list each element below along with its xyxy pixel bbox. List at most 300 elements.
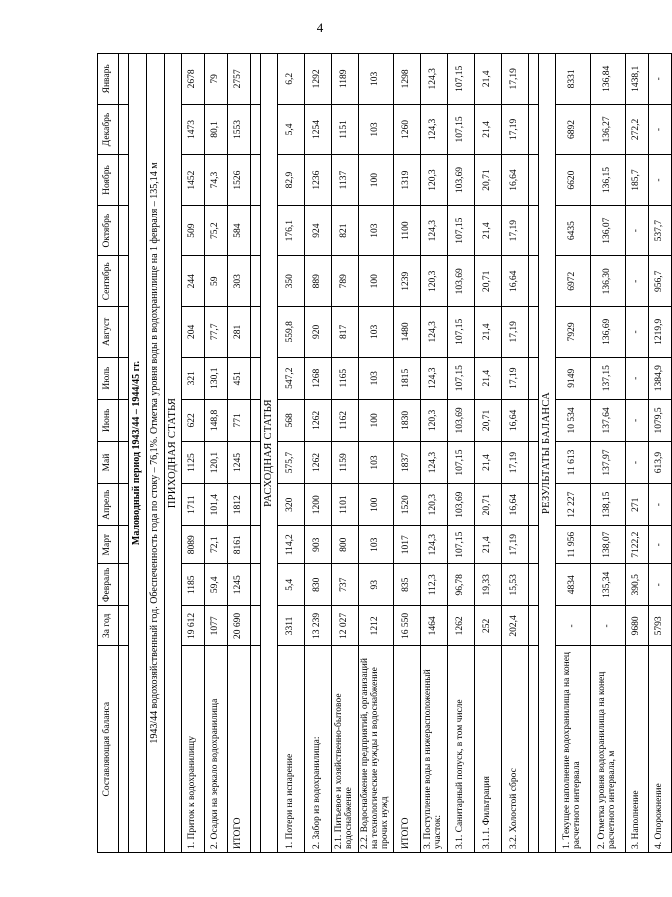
- month-value: 737: [332, 564, 359, 606]
- month-value: -: [626, 441, 649, 483]
- empty-cell: [529, 357, 539, 399]
- month-value: 80,1: [205, 104, 228, 155]
- month-value: 1017: [394, 526, 421, 564]
- row-label: 2. Забор из водохранилища:: [305, 646, 332, 853]
- month-value: -: [626, 205, 649, 256]
- month-value: 107,15: [448, 307, 475, 358]
- month-value: -: [626, 357, 649, 399]
- month-value: 136,07: [591, 205, 626, 256]
- month-value: 130,1: [205, 357, 228, 399]
- empty-cell: [529, 205, 539, 256]
- header-month: Январь: [98, 54, 119, 105]
- table-row: [556, 54, 591, 853]
- month-value: 1262: [305, 399, 332, 441]
- month-value: -: [626, 307, 649, 358]
- empty-cell: [251, 205, 261, 256]
- year-value: 9680: [626, 606, 649, 646]
- month-value: 21,4: [475, 104, 502, 155]
- month-value: 11 956: [556, 526, 591, 564]
- month-value: 835: [394, 564, 421, 606]
- table-row: [421, 54, 448, 853]
- row-label: 1. Приток к водохранилищу: [182, 646, 205, 853]
- month-value: 1079,5: [649, 399, 672, 441]
- month-value: 120,3: [421, 256, 448, 307]
- month-value: 903: [305, 526, 332, 564]
- month-value: 1553: [228, 104, 251, 155]
- month-value: 1165: [332, 357, 359, 399]
- month-value: 1830: [394, 399, 421, 441]
- empty-cell: [119, 484, 129, 526]
- month-value: 321: [182, 357, 205, 399]
- month-value: 103,69: [448, 399, 475, 441]
- row-label: 2.2. Водоснабжение предприятий, организаций на технологические нужды и водоснабжение прочих нужд: [359, 646, 394, 853]
- month-value: 6892: [556, 104, 591, 155]
- month-value: 1245: [228, 564, 251, 606]
- month-value: 15,53: [502, 564, 529, 606]
- income-title: ПРИХОДНАЯ СТАТЬЯ: [165, 54, 182, 853]
- month-value: 1185: [182, 564, 205, 606]
- header-row: [98, 54, 119, 853]
- month-value: 112,3: [421, 564, 448, 606]
- empty-cell: [119, 526, 129, 564]
- row-label: 2. Отметка уровня водохранилища на конец расчетного интервала, м: [591, 646, 626, 853]
- month-value: 9149: [556, 357, 591, 399]
- month-value: 120,3: [421, 155, 448, 206]
- month-value: 17,19: [502, 307, 529, 358]
- empty-cell: [119, 205, 129, 256]
- month-value: 547,2: [278, 357, 305, 399]
- year-note-row: [147, 54, 165, 853]
- table-row: [205, 54, 228, 853]
- header-component: Составляющая баланса: [98, 646, 119, 853]
- empty-cell: [529, 104, 539, 155]
- empty-cell: [119, 54, 129, 105]
- month-value: 124,3: [421, 357, 448, 399]
- month-value: 124,3: [421, 526, 448, 564]
- month-value: -: [626, 399, 649, 441]
- month-value: 8331: [556, 54, 591, 105]
- header-month: Декабрь: [98, 104, 119, 155]
- spacer-row: [529, 54, 539, 853]
- month-value: 59,4: [205, 564, 228, 606]
- water-balance-table: [97, 53, 672, 853]
- month-value: 451: [228, 357, 251, 399]
- expense-title-row: [261, 54, 278, 853]
- month-value: 103: [359, 104, 394, 155]
- month-value: 20,71: [475, 256, 502, 307]
- year-value: 20 690: [228, 606, 251, 646]
- month-value: 800: [332, 526, 359, 564]
- empty-cell: [119, 155, 129, 206]
- month-value: 1254: [305, 104, 332, 155]
- month-value: -: [649, 104, 672, 155]
- empty-cell: [251, 564, 261, 606]
- row-label: 3.2. Холостой сброс: [502, 646, 529, 853]
- year-value: -: [591, 606, 626, 646]
- month-value: 11 613: [556, 441, 591, 483]
- month-value: 107,15: [448, 526, 475, 564]
- month-value: 16,64: [502, 256, 529, 307]
- month-value: 924: [305, 205, 332, 256]
- month-value: 920: [305, 307, 332, 358]
- month-value: 124,3: [421, 307, 448, 358]
- table-row: [626, 54, 649, 853]
- empty-cell: [529, 441, 539, 483]
- month-value: 176,1: [278, 205, 305, 256]
- month-value: 244: [182, 256, 205, 307]
- month-value: 17,19: [502, 205, 529, 256]
- month-value: 1236: [305, 155, 332, 206]
- month-value: 622: [182, 399, 205, 441]
- month-value: 1239: [394, 256, 421, 307]
- year-value: 252: [475, 606, 502, 646]
- month-value: 6972: [556, 256, 591, 307]
- header-year: За год: [98, 606, 119, 646]
- month-value: 1245: [228, 441, 251, 483]
- empty-cell: [529, 307, 539, 358]
- month-value: 7122,2: [626, 526, 649, 564]
- row-label: ИТОГО: [394, 646, 421, 853]
- month-value: 1520: [394, 484, 421, 526]
- month-value: 21,4: [475, 357, 502, 399]
- empty-cell: [119, 104, 129, 155]
- table-row: [475, 54, 502, 853]
- month-value: 103: [359, 526, 394, 564]
- month-value: 5,4: [278, 564, 305, 606]
- month-value: 93: [359, 564, 394, 606]
- month-value: 114,2: [278, 526, 305, 564]
- empty-cell: [251, 526, 261, 564]
- empty-cell: [119, 564, 129, 606]
- empty-cell: [119, 399, 129, 441]
- month-value: 74,3: [205, 155, 228, 206]
- month-value: 281: [228, 307, 251, 358]
- header-month: Май: [98, 441, 119, 483]
- empty-cell: [529, 646, 539, 853]
- month-value: 21,4: [475, 441, 502, 483]
- empty-cell: [251, 484, 261, 526]
- month-value: 21,4: [475, 526, 502, 564]
- header-month: Февраль: [98, 564, 119, 606]
- month-value: -: [649, 54, 672, 105]
- month-value: 1159: [332, 441, 359, 483]
- month-value: 17,19: [502, 104, 529, 155]
- empty-cell: [251, 54, 261, 105]
- table-row: [305, 54, 332, 853]
- empty-cell: [251, 399, 261, 441]
- period-title-row: [129, 54, 147, 853]
- empty-cell: [251, 256, 261, 307]
- year-value: 12 027: [332, 606, 359, 646]
- month-value: 107,15: [448, 205, 475, 256]
- month-value: 103: [359, 441, 394, 483]
- month-value: 17,19: [502, 54, 529, 105]
- row-label: 1. Текущее наполнение водохранилища на конец расчетного интервала: [556, 646, 591, 853]
- month-value: 821: [332, 205, 359, 256]
- month-value: -: [626, 256, 649, 307]
- month-value: 17,19: [502, 441, 529, 483]
- month-value: 135,34: [591, 564, 626, 606]
- spacer-row: [119, 54, 129, 853]
- empty-cell: [251, 441, 261, 483]
- month-value: -: [649, 564, 672, 606]
- header-month: Апрель: [98, 484, 119, 526]
- row-label: 3.1.1. Фильтрация: [475, 646, 502, 853]
- month-value: 75,2: [205, 205, 228, 256]
- empty-cell: [119, 606, 129, 646]
- month-value: 817: [332, 307, 359, 358]
- header-month: Июнь: [98, 399, 119, 441]
- row-label: 3. Наполнение: [626, 646, 649, 853]
- month-value: 789: [332, 256, 359, 307]
- month-value: 6,2: [278, 54, 305, 105]
- month-value: 830: [305, 564, 332, 606]
- month-value: 136,30: [591, 256, 626, 307]
- month-value: 1452: [182, 155, 205, 206]
- empty-cell: [251, 357, 261, 399]
- empty-cell: [119, 307, 129, 358]
- month-value: -: [649, 484, 672, 526]
- month-value: 79: [205, 54, 228, 105]
- month-value: 956,7: [649, 256, 672, 307]
- table-row: [448, 54, 475, 853]
- year-value: 19 612: [182, 606, 205, 646]
- row-label: 3. Поступление воды в нижерасположенный участок:: [421, 646, 448, 853]
- empty-cell: [251, 606, 261, 646]
- empty-cell: [529, 256, 539, 307]
- year-value: 13 239: [305, 606, 332, 646]
- month-value: 59: [205, 256, 228, 307]
- month-value: 1268: [305, 357, 332, 399]
- header-month: Сентябрь: [98, 256, 119, 307]
- empty-cell: [119, 256, 129, 307]
- month-value: 5,4: [278, 104, 305, 155]
- month-value: 21,4: [475, 205, 502, 256]
- empty-cell: [529, 399, 539, 441]
- month-value: 1473: [182, 104, 205, 155]
- month-value: 2757: [228, 54, 251, 105]
- month-value: 575,7: [278, 441, 305, 483]
- month-value: 1711: [182, 484, 205, 526]
- empty-cell: [529, 606, 539, 646]
- month-value: 72,1: [205, 526, 228, 564]
- year-note: 1943/44 водохозяйственный год. Обеспеченность года по стоку – 76,1%. Отметка уровня воды в водохранилище на 1 февраля – 135,14 м: [147, 54, 165, 853]
- empty-cell: [119, 646, 129, 853]
- month-value: 103: [359, 357, 394, 399]
- month-value: 107,15: [448, 104, 475, 155]
- month-value: 1319: [394, 155, 421, 206]
- month-value: 20,71: [475, 484, 502, 526]
- empty-cell: [251, 104, 261, 155]
- income-title-row: [165, 54, 182, 853]
- month-value: 1200: [305, 484, 332, 526]
- results-title: РЕЗУЛЬТАТЫ БАЛАНСА: [539, 54, 556, 853]
- year-value: 1464: [421, 606, 448, 646]
- month-value: 21,4: [475, 307, 502, 358]
- empty-cell: [529, 484, 539, 526]
- month-value: 1125: [182, 441, 205, 483]
- month-value: 1438,1: [626, 54, 649, 105]
- month-value: 8161: [228, 526, 251, 564]
- month-value: 1480: [394, 307, 421, 358]
- month-value: 136,27: [591, 104, 626, 155]
- month-value: 303: [228, 256, 251, 307]
- table-row: [502, 54, 529, 853]
- year-value: 1262: [448, 606, 475, 646]
- month-value: 6435: [556, 205, 591, 256]
- month-value: 1101: [332, 484, 359, 526]
- month-value: 6620: [556, 155, 591, 206]
- month-value: -: [649, 526, 672, 564]
- table-row: [591, 54, 626, 853]
- month-value: 1384,9: [649, 357, 672, 399]
- month-value: 124,3: [421, 54, 448, 105]
- empty-cell: [119, 357, 129, 399]
- month-value: 96,78: [448, 564, 475, 606]
- month-value: 7929: [556, 307, 591, 358]
- month-value: 185,7: [626, 155, 649, 206]
- month-value: 103,69: [448, 484, 475, 526]
- month-value: 120,3: [421, 399, 448, 441]
- row-label: 4. Опорожнение: [649, 646, 672, 853]
- month-value: 82,9: [278, 155, 305, 206]
- month-value: 100: [359, 484, 394, 526]
- month-value: 271: [626, 484, 649, 526]
- header-month: Март: [98, 526, 119, 564]
- month-value: 138,15: [591, 484, 626, 526]
- month-value: 103: [359, 307, 394, 358]
- month-value: 16,64: [502, 484, 529, 526]
- month-value: 124,3: [421, 441, 448, 483]
- results-title-row: [539, 54, 556, 853]
- month-value: 124,3: [421, 205, 448, 256]
- month-value: 1151: [332, 104, 359, 155]
- month-value: 77,7: [205, 307, 228, 358]
- month-value: 21,4: [475, 54, 502, 105]
- month-value: 272,2: [626, 104, 649, 155]
- month-value: 107,15: [448, 357, 475, 399]
- table-row: [278, 54, 305, 853]
- row-label: ИТОГО: [228, 646, 251, 853]
- year-value: 16 550: [394, 606, 421, 646]
- month-value: 4834: [556, 564, 591, 606]
- month-value: 390,5: [626, 564, 649, 606]
- month-value: 1137: [332, 155, 359, 206]
- month-value: 136,84: [591, 54, 626, 105]
- month-value: 148,8: [205, 399, 228, 441]
- month-value: 1526: [228, 155, 251, 206]
- row-label: 3.1. Санитарный попуск, в том числе: [448, 646, 475, 853]
- month-value: 103,69: [448, 256, 475, 307]
- month-value: 1100: [394, 205, 421, 256]
- month-value: 1262: [305, 441, 332, 483]
- table-row: [394, 54, 421, 853]
- month-value: 17,19: [502, 526, 529, 564]
- month-value: 20,71: [475, 399, 502, 441]
- year-value: 1077: [205, 606, 228, 646]
- month-value: 19,33: [475, 564, 502, 606]
- month-value: 1189: [332, 54, 359, 105]
- month-value: 136,69: [591, 307, 626, 358]
- empty-cell: [119, 441, 129, 483]
- month-value: 8089: [182, 526, 205, 564]
- year-value: 1212: [359, 606, 394, 646]
- month-value: 137,15: [591, 357, 626, 399]
- row-label: 2. Осадки на зеркало водохранилища: [205, 646, 228, 853]
- empty-cell: [529, 155, 539, 206]
- month-value: 771: [228, 399, 251, 441]
- table-row: [182, 54, 205, 853]
- month-value: 1298: [394, 54, 421, 105]
- empty-cell: [251, 307, 261, 358]
- header-month: Июль: [98, 357, 119, 399]
- month-value: 103,69: [448, 155, 475, 206]
- empty-cell: [251, 155, 261, 206]
- month-value: 12 227: [556, 484, 591, 526]
- month-value: 136,15: [591, 155, 626, 206]
- year-value: 5793: [649, 606, 672, 646]
- month-value: 120,3: [421, 484, 448, 526]
- month-value: 107,15: [448, 441, 475, 483]
- month-value: 137,97: [591, 441, 626, 483]
- empty-cell: [251, 646, 261, 853]
- month-value: 120,1: [205, 441, 228, 483]
- table-row: [228, 54, 251, 853]
- table-row: [649, 54, 672, 853]
- month-value: 107,15: [448, 54, 475, 105]
- month-value: 537,7: [649, 205, 672, 256]
- month-value: 559,8: [278, 307, 305, 358]
- month-value: 320: [278, 484, 305, 526]
- month-value: 100: [359, 256, 394, 307]
- month-value: 1815: [394, 357, 421, 399]
- month-value: 1219,9: [649, 307, 672, 358]
- month-value: 100: [359, 399, 394, 441]
- month-value: 1837: [394, 441, 421, 483]
- month-value: 103: [359, 54, 394, 105]
- month-value: 584: [228, 205, 251, 256]
- month-value: 568: [278, 399, 305, 441]
- table-row: [359, 54, 394, 853]
- month-value: -: [649, 155, 672, 206]
- page-number: 4: [316, 20, 324, 35]
- year-value: -: [556, 606, 591, 646]
- month-value: 124,3: [421, 104, 448, 155]
- month-value: 613,9: [649, 441, 672, 483]
- month-value: 16,64: [502, 399, 529, 441]
- month-value: 204: [182, 307, 205, 358]
- month-value: 20,71: [475, 155, 502, 206]
- month-value: 103: [359, 205, 394, 256]
- empty-cell: [529, 564, 539, 606]
- month-value: 2678: [182, 54, 205, 105]
- month-value: 1292: [305, 54, 332, 105]
- header-month: Август: [98, 307, 119, 358]
- month-value: 889: [305, 256, 332, 307]
- month-value: 1162: [332, 399, 359, 441]
- month-value: 101,4: [205, 484, 228, 526]
- table-body: [98, 54, 672, 853]
- month-value: 17,19: [502, 357, 529, 399]
- year-value: 202,4: [502, 606, 529, 646]
- year-value: 3311: [278, 606, 305, 646]
- month-value: 10 534: [556, 399, 591, 441]
- header-month: Ноябрь: [98, 155, 119, 206]
- month-value: 509: [182, 205, 205, 256]
- month-value: 137,64: [591, 399, 626, 441]
- expense-title: РАСХОДНАЯ СТАТЬЯ: [261, 54, 278, 853]
- row-label: 1. Потери на испарение: [278, 646, 305, 853]
